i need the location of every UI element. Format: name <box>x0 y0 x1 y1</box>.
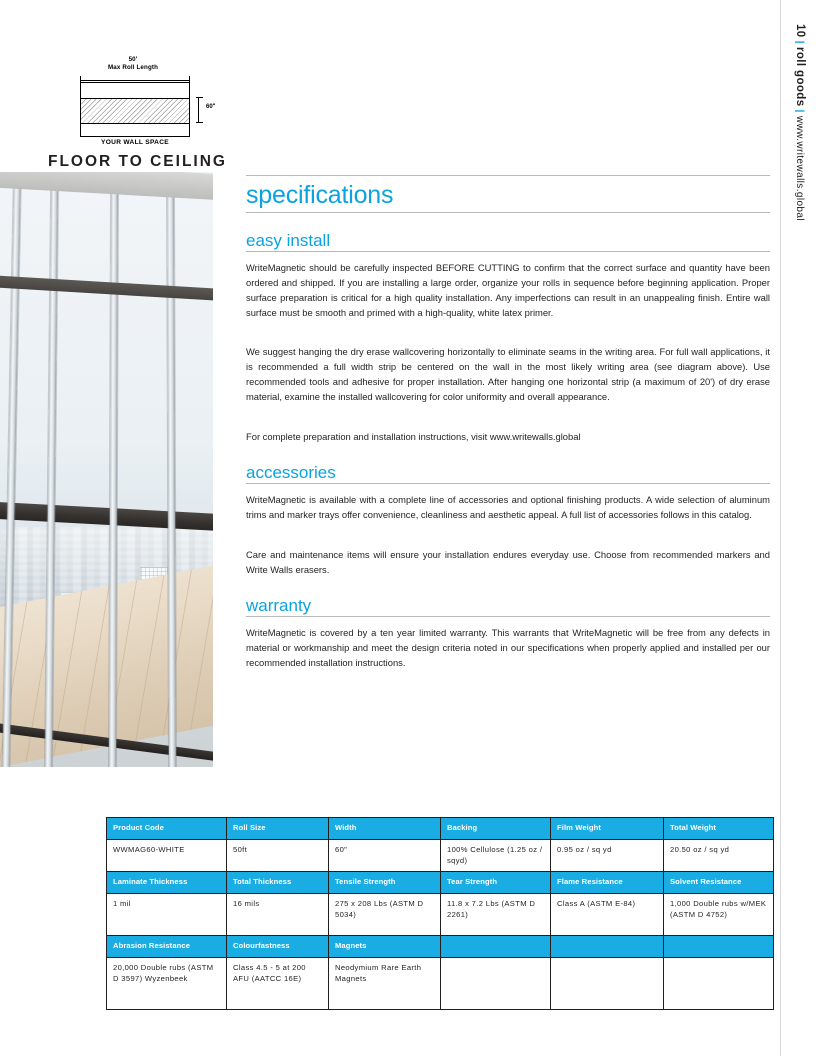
paragraph: WriteMagnetic should be carefully inspected BEFORE CUTTING to confirm that the correct surface and quantity have been ordered and shipped. If you are installing a large order, organize your rolls in sequence before beginning application. Proper surface preparation is critical for a high quality installation. Any imperfections can result in an unappealing finish. Entire wall surface must be smooth and primed with a high-quality, white latex primer. <box>246 262 770 318</box>
paragraph: We suggest hanging the dry erase wallcovering horizontally to eliminate seams in the writing area. For full wall applications, it is recommended a full width strip be centered on the wall in the most likely writing area (see diagram above). Use recommended tools and adhesive for proper installation. After hanging one horizontal strip (a maximum of 20') of dry erase material, examine the installed wallcovering for color uniformity and overall appearance. <box>246 346 770 403</box>
table-header-cell-empty <box>441 936 551 958</box>
spacer <box>246 445 770 463</box>
table-header-row <box>107 872 774 894</box>
table-cell: 50ft <box>227 840 329 872</box>
table-header-cell: Total Thickness <box>227 872 329 894</box>
table-row <box>107 894 774 936</box>
table-header-cell: Abrasion Resistance <box>107 936 227 958</box>
table-cell: 20,000 Double rubs (ASTM D 3597) Wyzenbeek <box>107 958 227 1010</box>
table-cell: 60" <box>329 840 441 872</box>
table-cell: 11.8 x 7.2 Lbs (ASTM D 2261) <box>441 894 551 936</box>
section-heading-accessories: accessories <box>246 463 770 485</box>
paragraph: WriteMagnetic is available with a complete line of accessories and optional finishing products. A wide selection of aluminum trims and marker trays offer convenience, cleanliness and aesthetic appeal. A full list of accessories follows in this catalog. <box>246 494 770 521</box>
section-name: roll goods <box>794 46 806 107</box>
table-header-cell: Tear Strength <box>441 872 551 894</box>
table-cell: Class 4.5 - 5 at 200 AFU (AATCC 16E) <box>227 958 329 1010</box>
table-header-row <box>107 936 774 958</box>
table-header-cell: Magnets <box>329 936 441 958</box>
main-content <box>246 175 770 671</box>
specifications-table <box>106 817 774 1010</box>
table-cell: 0.95 oz / sq yd <box>551 840 664 872</box>
table-cell-empty <box>551 958 664 1010</box>
floor-to-ceiling-caption: FLOOR TO CEILING <box>48 153 227 170</box>
table-row <box>107 840 774 872</box>
paragraph-install-link: For complete preparation and installation instructions, visit www.writewalls.global <box>246 430 581 442</box>
table-header-cell-empty <box>551 936 664 958</box>
table-cell-empty <box>664 958 774 1010</box>
table-cell: 16 mils <box>227 894 329 936</box>
table-header-cell: Flame Resistance <box>551 872 664 894</box>
roll-length-dimension-label <box>68 56 198 72</box>
spacer <box>246 331 770 345</box>
folio-sidebar <box>784 24 812 284</box>
table-header-cell: Solvent Resistance <box>664 872 774 894</box>
roll-size-diagram <box>48 56 238 171</box>
table-header-row <box>107 818 774 840</box>
roll-width-dimension-line <box>198 97 203 123</box>
table-header-cell: Product Code <box>107 818 227 840</box>
table-row <box>107 958 774 1010</box>
table-cell: 275 x 208 Lbs (ASTM D 5034) <box>329 894 441 936</box>
wall-space-rectangle <box>80 82 190 137</box>
spacer <box>246 534 770 548</box>
table-header-cell: Film Weight <box>551 818 664 840</box>
table-cell: WWMAG60-WHITE <box>107 840 227 872</box>
folio-separator-2: | <box>794 109 806 113</box>
page-number: 10 <box>794 24 806 38</box>
section-heading-easy-install: easy install <box>246 231 770 253</box>
table-cell: 20.50 oz / sq yd <box>664 840 774 872</box>
interior-window-photo <box>0 172 213 767</box>
table-header-cell: Laminate Thickness <box>107 872 227 894</box>
roll-length-value: 50' <box>128 56 138 63</box>
table-header-cell-empty <box>664 936 774 958</box>
roll-strip-hatched <box>81 98 189 124</box>
wall-space-label: YOUR WALL SPACE <box>101 139 169 146</box>
roll-length-caption: Max Roll Length <box>107 63 159 71</box>
table-cell: Class A (ASTM E-84) <box>551 894 664 936</box>
paragraph: WriteMagnetic is covered by a ten year limited warranty. This warrants that WriteMagnetic will be free from any defects in material or workmanship and meet the design criteria noted in our specifications when properly applied and installed per our recommended installation instructions. <box>246 627 770 669</box>
page-title: specifications <box>246 175 770 213</box>
section-heading-warranty: warranty <box>246 596 770 618</box>
table-cell-empty <box>441 958 551 1010</box>
table-header-cell: Backing <box>441 818 551 840</box>
table-header-cell: Width <box>329 818 441 840</box>
roll-length-dimension-line <box>80 76 190 81</box>
table-cell: 1,000 Double rubs w/MEK (ASTM D 4752) <box>664 894 774 936</box>
table-cell: 1 mil <box>107 894 227 936</box>
spacer <box>246 416 770 430</box>
table-cell: Neodymium Rare Earth Magnets <box>329 958 441 1010</box>
spacer <box>246 578 770 596</box>
table-cell: 100% Cellulose (1.25 oz / sqyd) <box>441 840 551 872</box>
table-header-cell: Roll Size <box>227 818 329 840</box>
website-url: www.writewalls.global <box>794 115 805 221</box>
folio-separator-1: | <box>794 40 806 44</box>
roll-width-value: 60" <box>206 104 216 110</box>
table-header-cell: Tensile Strength <box>329 872 441 894</box>
table-header-cell: Total Weight <box>664 818 774 840</box>
paragraph: Care and maintenance items will ensure your installation endures everyday use. Choose from recommended markers and Write Walls erasers. <box>246 549 770 575</box>
table-header-cell: Colourfastness <box>227 936 329 958</box>
